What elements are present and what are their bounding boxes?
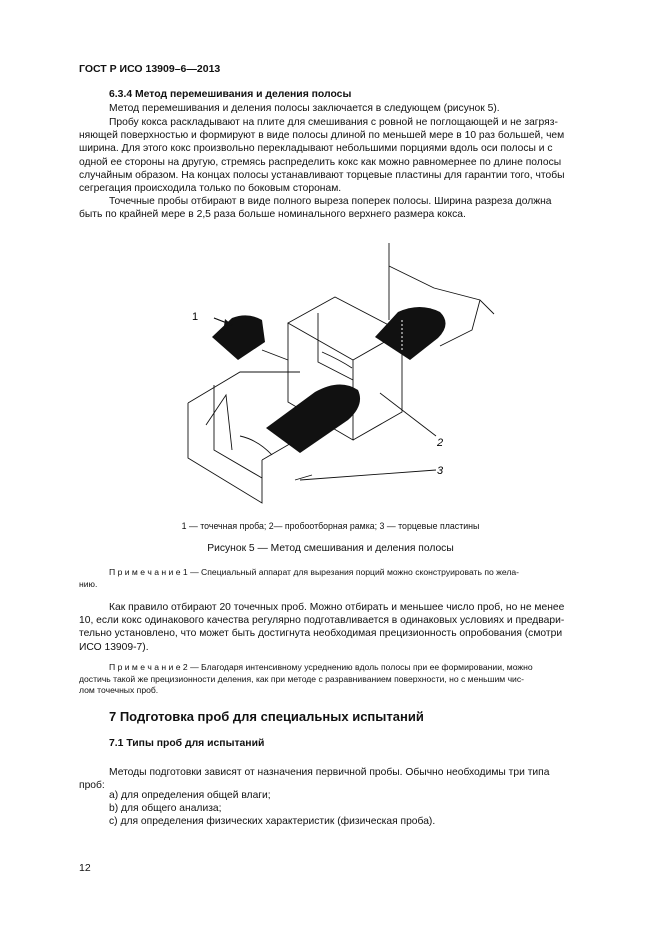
text-line: лом точечных проб. xyxy=(79,685,159,696)
text-line: достичь такой же прецизионности деления, как при методе с разравниванием поверхности, но с меньшим чис- xyxy=(79,673,525,684)
text-line: Точечные пробы отбирают в виде полного выреза поперек полосы. Ширина разреза должна xyxy=(109,196,552,207)
text-line: П р и м е ч а н и е 1 — Специальный аппарат для вырезания порций можно сконструировать по жела- xyxy=(109,567,520,577)
text-line: Пробу кокса раскладывают на плите для смешивания с ровной не поглощающей и не загряз- xyxy=(109,117,558,128)
note-2 xyxy=(79,662,615,697)
figure-label-2: 2 xyxy=(437,437,444,449)
text-line: Методы подготовки зависят от назначения первичной пробы. Обычно необходимы три типа xyxy=(109,767,550,778)
text-line: 10, если кокс одинакового качества регулярно подготавливается в одинаковых условиях и предвари- xyxy=(79,615,565,627)
text-line: Как правило отбирают 20 точечных проб. Можно отбирать и меньшее число проб, но не менее xyxy=(109,602,565,613)
paragraph-sample-types xyxy=(79,766,615,792)
figure-label-3: 3 xyxy=(437,465,444,477)
text-line: быть по крайней мере в 2,5 раза больше номинального верхнего размера кокса. xyxy=(79,209,466,221)
text-line: случайным образом. На концах полосы устанавливают торцевые пластины для гарантии того, чтобы xyxy=(79,169,565,181)
paragraph-strip-forming xyxy=(79,116,615,195)
text-line: проб: xyxy=(79,780,105,792)
paragraph-intro: Метод перемешивания и деления полосы заключается в следующем (рисунок 5). xyxy=(109,103,500,114)
text-line: сегрегация происходила только по боковым сторонам. xyxy=(79,183,342,195)
figure-legend: 1 — точечная проба; 2— пробоотборная рамка; 3 — торцевые пластины xyxy=(181,521,480,531)
text-line: ширина. Для этого кокс произвольно перекладывают небольшими порциями вдоль оси полосы и с xyxy=(79,143,553,155)
document-header: ГОСТ Р ИСО 13909–6—2013 xyxy=(79,63,221,75)
paragraph-increment-count xyxy=(79,601,615,654)
text-line: одной ее стороны на другую, стремясь распределить кокс как можно равномернее по длине полосы xyxy=(79,156,562,168)
section-title-6-3-4: 6.3.4 Метод перемешивания и деления полосы xyxy=(109,89,352,100)
increment-sample-shape xyxy=(212,315,265,360)
text-line: ИСО 13909-7). xyxy=(79,641,149,653)
text-line: тельно установлено, что может быть достигнута необходимая прецизионность опробования (смотри xyxy=(79,628,563,640)
strip-segment-left xyxy=(266,384,360,453)
list-item-c: c) для определения физических характеристик (физическая проба). xyxy=(109,816,436,827)
figure-5-strip-mixing-diagram xyxy=(0,230,661,515)
list-item-a: a) для определения общей влаги; xyxy=(109,790,271,801)
figure-label-1: 1 xyxy=(192,311,199,323)
note-1 xyxy=(79,567,615,590)
strip-segment-right xyxy=(375,307,446,360)
list-item-b: b) для общего анализа; xyxy=(109,803,222,814)
page-number: 12 xyxy=(79,862,91,874)
section-title-7: 7 Подготовка проб для специальных испытаний xyxy=(109,709,424,724)
paragraph-increments xyxy=(79,195,615,221)
figure-title: Рисунок 5 — Метод смешивания и деления полосы xyxy=(207,543,454,554)
text-line: нию. xyxy=(79,578,98,589)
text-line: няющей поверхностью и формируют в виде полосы длиной по меньшей мере в 10 раз большей, чем xyxy=(79,130,565,142)
section-title-7-1: 7.1 Типы проб для испытаний xyxy=(109,738,265,749)
text-line: П р и м е ч а н и е 2 — Благодаря интенсивному усреднению вдоль полосы при ее формировании, можно xyxy=(109,662,533,672)
